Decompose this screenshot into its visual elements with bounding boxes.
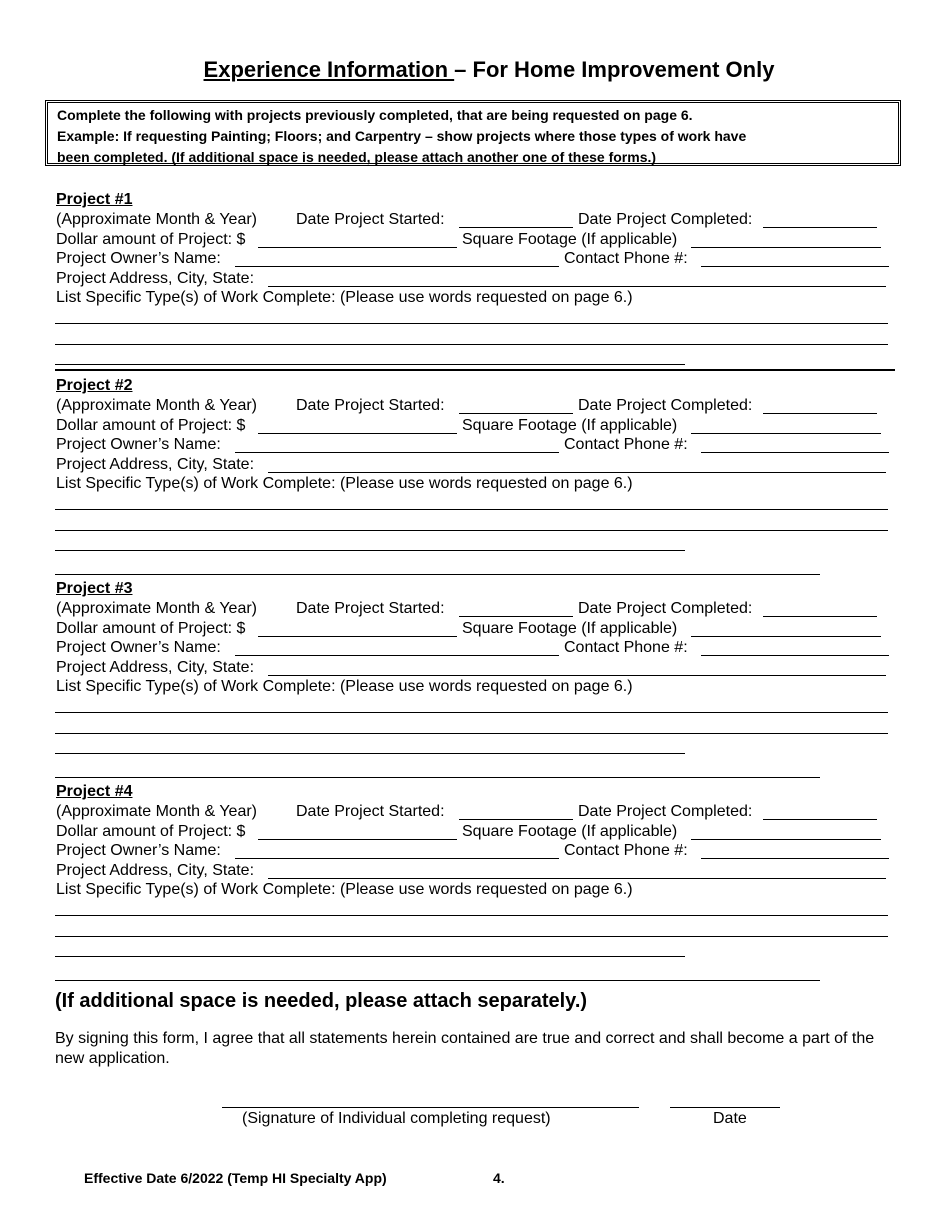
sqft-label: Square Footage (If applicable) [462, 417, 678, 434]
phone-field[interactable] [701, 655, 889, 656]
title-rest: – For Home Improvement Only [454, 57, 775, 82]
date-started-field[interactable] [459, 819, 573, 820]
date-caption: Date [713, 1110, 747, 1127]
phone-field[interactable] [701, 452, 889, 453]
address-field[interactable] [268, 472, 886, 473]
instruction-line-3-text: been completed. (If additional space is needed, please attach another one of these forms.) [57, 149, 657, 165]
signature-date-line[interactable] [670, 1107, 780, 1108]
page-title [0, 57, 950, 83]
phone-label: Contact Phone #: [564, 250, 688, 267]
sqft-field[interactable] [691, 247, 881, 248]
project-heading-1: Project #1 [56, 191, 133, 208]
sqft-field[interactable] [691, 433, 881, 434]
footer-effective-date: Effective Date 6/2022 (Temp HI Specialty App) [84, 1170, 387, 1186]
address-field[interactable] [268, 675, 886, 676]
owner-label: Project Owner’s Name: [56, 639, 221, 656]
page-number: 4. [493, 1170, 505, 1186]
date-started-label: Date Project Started: [296, 397, 445, 414]
work-label: List Specific Type(s) of Work Complete: (Please use words requested on page 6.) [56, 475, 633, 492]
dollar-field[interactable] [258, 839, 457, 840]
work-line-1[interactable] [55, 915, 888, 916]
work-line-3[interactable] [55, 956, 685, 957]
work-label: List Specific Type(s) of Work Complete: (Please use words requested on page 6.) [56, 881, 633, 898]
instruction-line-2: Example: If requesting Painting; Floors; and Carpentry – show projects where those types of work have [57, 128, 747, 144]
title-underlined: Experience Information [203, 57, 455, 82]
work-line-2[interactable] [55, 733, 888, 734]
dollar-label: Dollar amount of Project: $ [56, 231, 246, 248]
phone-field[interactable] [701, 858, 889, 859]
phone-field[interactable] [701, 266, 889, 267]
date-completed-label: Date Project Completed: [578, 803, 753, 820]
address-field[interactable] [268, 878, 886, 879]
work-line-3[interactable] [55, 550, 685, 551]
owner-field[interactable] [235, 266, 559, 267]
date-completed-field[interactable] [763, 819, 877, 820]
date-completed-field[interactable] [763, 413, 877, 414]
project-heading-3: Project #3 [56, 580, 133, 597]
instruction-line-1: Complete the following with projects previously completed, that are being requested on page 6. [57, 107, 693, 123]
work-line-2[interactable] [55, 530, 888, 531]
owner-label: Project Owner’s Name: [56, 436, 221, 453]
phone-label: Contact Phone #: [564, 842, 688, 859]
address-label: Project Address, City, State: [56, 456, 255, 473]
date-completed-field[interactable] [763, 616, 877, 617]
project-separator [55, 980, 820, 981]
work-line-3[interactable] [55, 364, 685, 365]
owner-field[interactable] [235, 655, 559, 656]
date-completed-label: Date Project Completed: [578, 600, 753, 617]
date-started-label: Date Project Started: [296, 600, 445, 617]
address-label: Project Address, City, State: [56, 862, 255, 879]
project-heading-4: Project #4 [56, 783, 133, 800]
date-started-field[interactable] [459, 227, 573, 228]
work-label: List Specific Type(s) of Work Complete: (Please use words requested on page 6.) [56, 678, 633, 695]
date-completed-label: Date Project Completed: [578, 211, 753, 228]
work-line-2[interactable] [55, 344, 888, 345]
approx-label: (Approximate Month & Year) [56, 600, 257, 617]
owner-label: Project Owner’s Name: [56, 842, 221, 859]
sqft-label: Square Footage (If applicable) [462, 620, 678, 637]
date-started-label: Date Project Started: [296, 211, 445, 228]
dollar-label: Dollar amount of Project: $ [56, 823, 246, 840]
date-started-field[interactable] [459, 413, 573, 414]
sqft-label: Square Footage (If applicable) [462, 823, 678, 840]
address-label: Project Address, City, State: [56, 659, 255, 676]
project-separator [55, 369, 895, 371]
project-heading-2: Project #2 [56, 377, 133, 394]
instructions-box [45, 100, 901, 166]
agreement-text: By signing this form, I agree that all statements herein contained are true and correct and shall become a part of the new application. [55, 1030, 875, 1067]
work-line-1[interactable] [55, 323, 888, 324]
date-completed-field[interactable] [763, 227, 877, 228]
date-started-field[interactable] [459, 616, 573, 617]
dollar-label: Dollar amount of Project: $ [56, 620, 246, 637]
phone-label: Contact Phone #: [564, 639, 688, 656]
date-started-label: Date Project Started: [296, 803, 445, 820]
sqft-field[interactable] [691, 636, 881, 637]
work-line-3[interactable] [55, 753, 685, 754]
dollar-field[interactable] [258, 433, 457, 434]
address-label: Project Address, City, State: [56, 270, 255, 287]
date-completed-label: Date Project Completed: [578, 397, 753, 414]
work-line-1[interactable] [55, 712, 888, 713]
additional-space-note: (If additional space is needed, please attach separately.) [55, 990, 588, 1012]
dollar-field[interactable] [258, 247, 457, 248]
approx-label: (Approximate Month & Year) [56, 211, 257, 228]
owner-label: Project Owner’s Name: [56, 250, 221, 267]
project-separator [55, 574, 820, 575]
sqft-label: Square Footage (If applicable) [462, 231, 678, 248]
dollar-label: Dollar amount of Project: $ [56, 417, 246, 434]
work-line-2[interactable] [55, 936, 888, 937]
sqft-field[interactable] [691, 839, 881, 840]
signature-caption: (Signature of Individual completing request) [242, 1110, 551, 1127]
signature-line[interactable] [222, 1107, 639, 1108]
owner-field[interactable] [235, 452, 559, 453]
project-separator [55, 777, 820, 778]
dollar-field[interactable] [258, 636, 457, 637]
approx-label: (Approximate Month & Year) [56, 397, 257, 414]
phone-label: Contact Phone #: [564, 436, 688, 453]
work-label: List Specific Type(s) of Work Complete: (Please use words requested on page 6.) [56, 289, 633, 306]
work-line-1[interactable] [55, 509, 888, 510]
address-field[interactable] [268, 286, 886, 287]
approx-label: (Approximate Month & Year) [56, 803, 257, 820]
instruction-line-3 [57, 149, 656, 165]
owner-field[interactable] [235, 858, 559, 859]
